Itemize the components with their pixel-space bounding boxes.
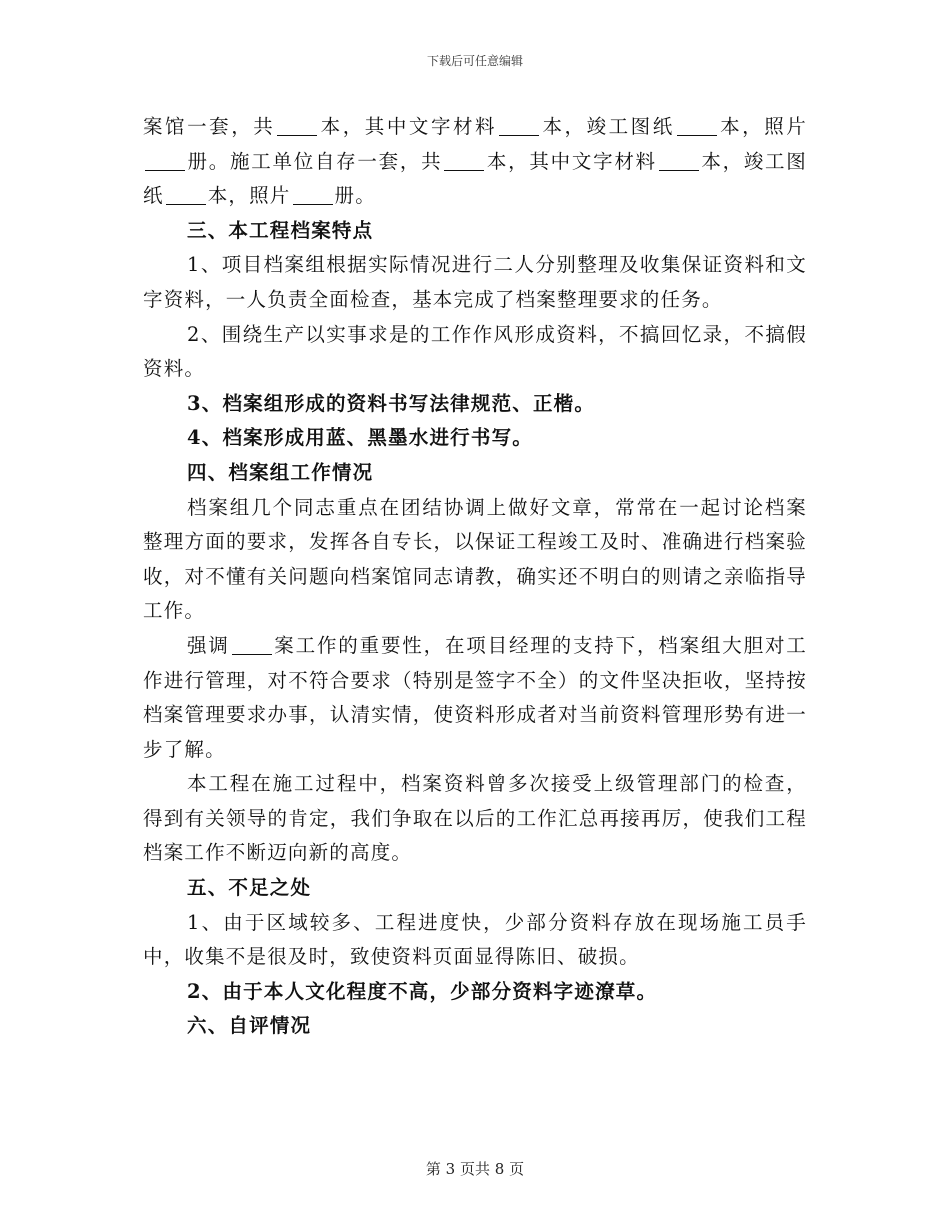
section3-item-2: 2、围绕生产以实事求是的工作作风形成资料，不搞回忆录，不搞假资料。 (143, 322, 807, 381)
blank-line (145, 150, 185, 171)
paragraph-archive-copies: 案馆一套，共 本，其中文字材料 本，竣工图纸 本，照片册。施工单位自存一套，共 本，其中文字材料 本，竣工图纸 本，照片 册。 (143, 115, 807, 208)
blank-line (166, 184, 206, 205)
section5-item-2: 2、由于本人文化程度不高，少部分资料字迹潦草。 (187, 979, 658, 1003)
blank-line (232, 634, 272, 655)
blank-line (677, 115, 717, 136)
blank-line (293, 184, 333, 205)
document-body (143, 110, 807, 1044)
section3-item-3: 3、档案组形成的资料书写法律规范、正楷。 (187, 391, 596, 415)
section-title-6: 六、自评情况 (187, 1014, 312, 1038)
section3-item-1: 1、项目档案组根据实际情况进行二人分别整理及收集保证资料和文字资料，一人负责全面检查，基本完成了档案整理要求的任务。 (143, 253, 807, 311)
section3-item-4: 4、档案形成用蓝、黑墨水进行书写。 (187, 426, 533, 450)
section5-item-1: 1、由于区域较多、工程进度快，少部分资料存放在现场施工员手中，收集不是很及时，致使资料页面显得陈旧、破损。 (143, 910, 807, 969)
section-title-3: 三、本工程档案特点 (187, 218, 374, 242)
blank-line (659, 150, 699, 171)
section4-paragraph-3: 本工程在施工过程中，档案资料曾多次接受上级管理部门的检查，得到有关领导的肯定，我们争取在以后的工作汇总再接再厉，使我们工程档案工作不断迈向新的高度。 (143, 772, 807, 865)
blank-line (444, 150, 484, 171)
section-title-4: 四、档案组工作情况 (187, 460, 374, 484)
blank-line (277, 115, 317, 136)
section4-paragraph-1: 档案组几个同志重点在团结协调上做好文章，常常在一起讨论档案整理方面的要求，发挥各自专长，以保证工程竣工及时、准确进行档案验收，对不懂有关问题向档案馆同志请教，确实还不明白的则请之亲临指导工作。 (143, 495, 807, 623)
page-footer: 第 3 页共 8 页 (425, 1160, 525, 1178)
section4-paragraph-2: 强调 案工作的重要性，在项目经理的支持下，档案组大胆对工作进行管理，对不符合要求（特别是签字不全）的文件坚决拒收，坚持按档案管理要求办事，认清实情，使资料形成者对当前资料管理形势有进一步了解。 (143, 633, 807, 761)
blank-line (499, 115, 539, 136)
section-title-5: 五、不足之处 (187, 876, 312, 900)
page-header: 下载后可任意编辑 (426, 54, 523, 68)
